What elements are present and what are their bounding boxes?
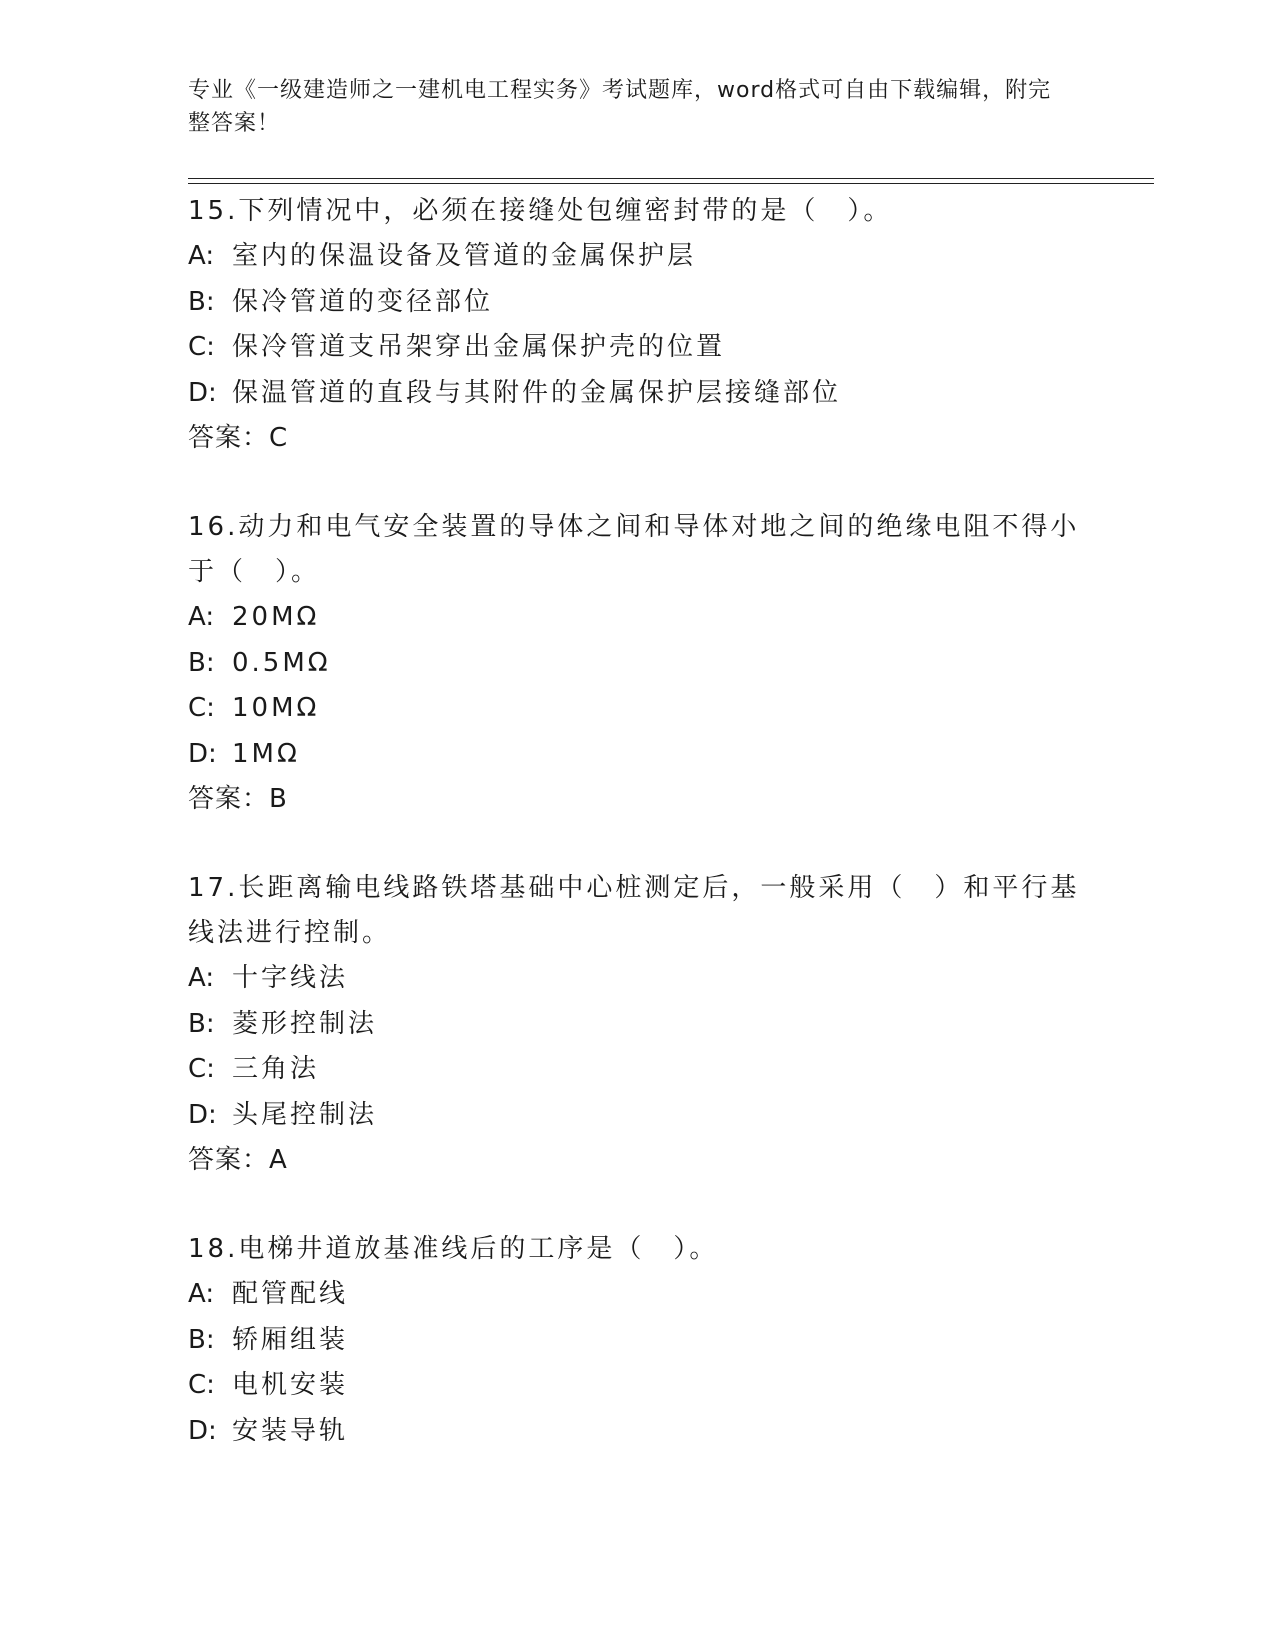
option-c xyxy=(188,325,1088,371)
option-c xyxy=(188,1047,1088,1093)
option-key: C: xyxy=(188,1054,215,1084)
option-a xyxy=(188,1272,1088,1318)
option-key: C: xyxy=(188,332,215,362)
option-key: D: xyxy=(188,377,217,408)
option-c xyxy=(188,686,1088,732)
question-17 xyxy=(188,866,1088,1184)
question-stem: 16.动力和电气安全装置的导体之间和导体对地之间的绝缘电阻不得小于（ ）。 xyxy=(188,512,1080,587)
option-text: 轿厢组装 xyxy=(232,1324,349,1355)
option-key: D: xyxy=(188,1099,217,1130)
option-d xyxy=(188,1409,1088,1455)
answer: 答案：C xyxy=(188,423,289,453)
option-b xyxy=(188,1318,1088,1364)
answer: 答案：A xyxy=(188,1145,288,1175)
question-stem: 18.电梯井道放基准线后的工序是（ ）。 xyxy=(188,1234,719,1264)
question-stem: 17.长距离输电线路铁塔基础中心桩测定后，一般采用（ ）和平行基线法进行控制。 xyxy=(188,873,1080,948)
option-d xyxy=(188,371,1088,417)
option-text: 十字线法 xyxy=(232,963,349,993)
answer: 答案：B xyxy=(188,784,288,814)
option-d xyxy=(188,732,1088,778)
option-key: C: xyxy=(188,693,215,723)
option-text: 1MΩ xyxy=(232,738,300,769)
option-key: A: xyxy=(188,241,215,271)
option-text: 0.5MΩ xyxy=(232,647,331,678)
option-key: D: xyxy=(188,738,217,769)
option-b xyxy=(188,280,1088,326)
option-a xyxy=(188,595,1088,641)
option-key: B: xyxy=(188,286,215,317)
option-key: D: xyxy=(188,1415,217,1446)
option-key: C: xyxy=(188,1370,215,1400)
option-text: 保温管道的直段与其附件的金属保护层接缝部位 xyxy=(232,377,842,408)
option-text: 保冷管道支吊架穿出金属保护壳的位置 xyxy=(232,332,726,362)
question-15 xyxy=(188,189,1088,462)
option-key: B: xyxy=(188,647,215,678)
question-16 xyxy=(188,505,1088,823)
option-text: 配管配线 xyxy=(232,1279,349,1309)
header-divider-top xyxy=(188,178,1154,179)
option-text: 菱形控制法 xyxy=(232,1008,378,1039)
option-text: 10MΩ xyxy=(232,693,320,723)
option-text: 头尾控制法 xyxy=(232,1099,378,1130)
option-text: 电机安装 xyxy=(232,1370,349,1400)
option-c xyxy=(188,1363,1088,1409)
option-key: B: xyxy=(188,1324,215,1355)
option-a xyxy=(188,234,1088,280)
option-key: A: xyxy=(188,1279,215,1309)
option-b xyxy=(188,1002,1088,1048)
option-b xyxy=(188,641,1088,687)
option-key: A: xyxy=(188,602,215,632)
question-18 xyxy=(188,1227,1088,1454)
option-text: 保冷管道的变径部位 xyxy=(232,286,494,317)
option-key: B: xyxy=(188,1008,215,1039)
option-text: 20MΩ xyxy=(232,602,320,632)
option-text: 三角法 xyxy=(232,1054,320,1084)
option-text: 安装导轨 xyxy=(232,1415,349,1446)
option-key: A: xyxy=(188,963,215,993)
option-a xyxy=(188,956,1088,1002)
document-header: 专业《一级建造师之一建机电工程实务》考试题库，word格式可自由下载编辑，附完整答案！ xyxy=(188,78,1052,136)
question-stem: 15.下列情况中，必须在接缝处包缠密封带的是（ ）。 xyxy=(188,196,893,226)
header-divider-bottom xyxy=(188,183,1154,184)
option-d xyxy=(188,1093,1088,1139)
option-text: 室内的保温设备及管道的金属保护层 xyxy=(232,241,697,271)
